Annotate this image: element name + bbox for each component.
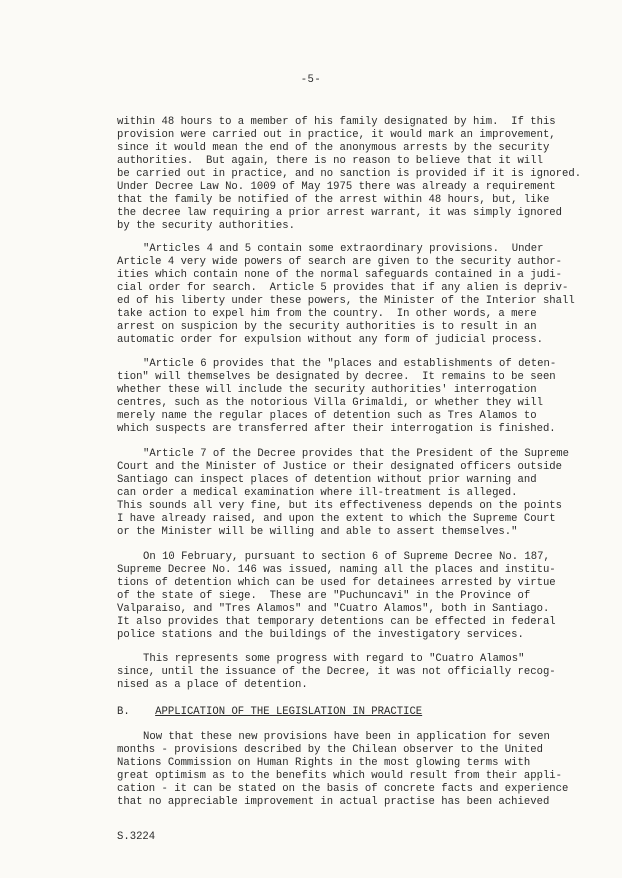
text-line: since it would mean the end of the anonymous arrests by the security bbox=[117, 142, 550, 154]
text-line: Supreme Decree No. 146 was issued, naming all the places and institu- bbox=[117, 564, 556, 576]
text-line: Nations Commission on Human Rights in the most glowing terms with bbox=[117, 757, 531, 769]
text-line: that no appreciable improvement in actual practise has been achieved bbox=[117, 796, 550, 808]
text-line: of the state of siege. These are "Puchuncavi" in the Province of bbox=[117, 590, 531, 602]
text-line: "Articles 4 and 5 contain some extraordinary provisions. Under bbox=[143, 243, 544, 255]
text-line: within 48 hours to a member of his family designated by him. If this bbox=[117, 116, 556, 128]
text-line: police stations and the buildings of the investigatory services. bbox=[117, 629, 524, 641]
text-line: This represents some progress with regard to "Cuatro Alamos" bbox=[143, 653, 525, 665]
text-line: since, until the issuance of the Decree, it was not officially recog- bbox=[117, 666, 556, 678]
text-line: "Article 7 of the Decree provides that the President of the Supreme bbox=[143, 448, 569, 460]
section-title: APPLICATION OF THE LEGISLATION IN PRACTICE bbox=[155, 706, 423, 718]
text-line: Court and the Minister of Justice or their designated officers outside bbox=[117, 461, 563, 473]
text-line: Valparaiso, and "Tres Alamos" and "Cuatro Alamos", both in Santiago. bbox=[117, 603, 550, 615]
text-line: which suspects are transferred after their interrogation is finished. bbox=[117, 423, 556, 435]
text-line: by the security authorities. bbox=[117, 220, 296, 232]
text-line: months - provisions described by the Chilean observer to the United bbox=[117, 744, 543, 756]
text-line: whether these will include the security authorities' interrogation bbox=[117, 384, 537, 396]
text-line: ities which contain none of the normal safeguards contained in a judi- bbox=[117, 269, 563, 281]
text-line: great optimism as to the benefits which would result from their appli- bbox=[117, 770, 563, 782]
text-line: Now that these new provisions have been in application for seven bbox=[143, 731, 550, 743]
footer-reference: S.3224 bbox=[117, 831, 156, 843]
text-line: take action to expel him from the country. In other words, a mere bbox=[117, 308, 537, 320]
text-line: "Article 6 provides that the "places and establishments of deten- bbox=[143, 358, 557, 370]
text-line: merely name the regular places of detention such as Tres Alamos to bbox=[117, 410, 537, 422]
text-line: authorities. But again, there is no reason to believe that it will bbox=[117, 155, 543, 167]
text-line: This sounds all very fine, but its effectiveness depends on the points bbox=[117, 500, 563, 512]
text-line: that the family be notified of the arrest within 48 hours, but, like bbox=[117, 194, 550, 206]
text-line: Santiago can inspect places of detention without prior warning and bbox=[117, 474, 537, 486]
section-letter: B. bbox=[117, 706, 130, 718]
text-line: Article 4 very wide powers of search are given to the security author- bbox=[117, 256, 563, 268]
text-line: cation - it can be stated on the basis of concrete facts and experience bbox=[117, 783, 569, 795]
text-line: Under Decree Law No. 1009 of May 1975 there was already a requirement bbox=[117, 181, 556, 193]
page-number: -5- bbox=[300, 74, 322, 86]
text-line: centres, such as the notorious Villa Grimaldi, or whether they will bbox=[117, 397, 543, 409]
text-line: be carried out in practice, and no sanction is provided if it is ignored. bbox=[117, 168, 582, 180]
text-line: the decree law requiring a prior arrest warrant, it was simply ignored bbox=[117, 207, 563, 219]
text-line: ed of his liberty under these powers, the Minister of the Interior shall bbox=[117, 295, 575, 307]
text-line: can order a medical examination where ill-treatment is alleged. bbox=[117, 487, 518, 499]
text-line: automatic order for expulsion without any form of judicial process. bbox=[117, 334, 543, 346]
text-line: tion" will themselves be designated by decree. It remains to be seen bbox=[117, 371, 556, 383]
text-line: provision were carried out in practice, it would mark an improvement, bbox=[117, 129, 556, 141]
text-line: tions of detention which can be used for detainees arrested by virtue bbox=[117, 577, 556, 589]
text-line: It also provides that temporary detentions can be effected in federal bbox=[117, 616, 556, 628]
text-line: nised as a place of detention. bbox=[117, 679, 308, 691]
text-line: On 10 February, pursuant to section 6 of Supreme Decree No. 187, bbox=[143, 551, 550, 563]
text-line: I have already raised, and upon the extent to which the Supreme Court bbox=[117, 513, 556, 525]
text-line: cial order for search. Article 5 provides that if any alien is depriv- bbox=[117, 282, 569, 294]
section-heading bbox=[117, 706, 422, 718]
text-line: arrest on suspicion by the security authorities is to result in an bbox=[117, 321, 537, 333]
text-line: or the Minister will be willing and able to assert themselves." bbox=[117, 526, 518, 538]
